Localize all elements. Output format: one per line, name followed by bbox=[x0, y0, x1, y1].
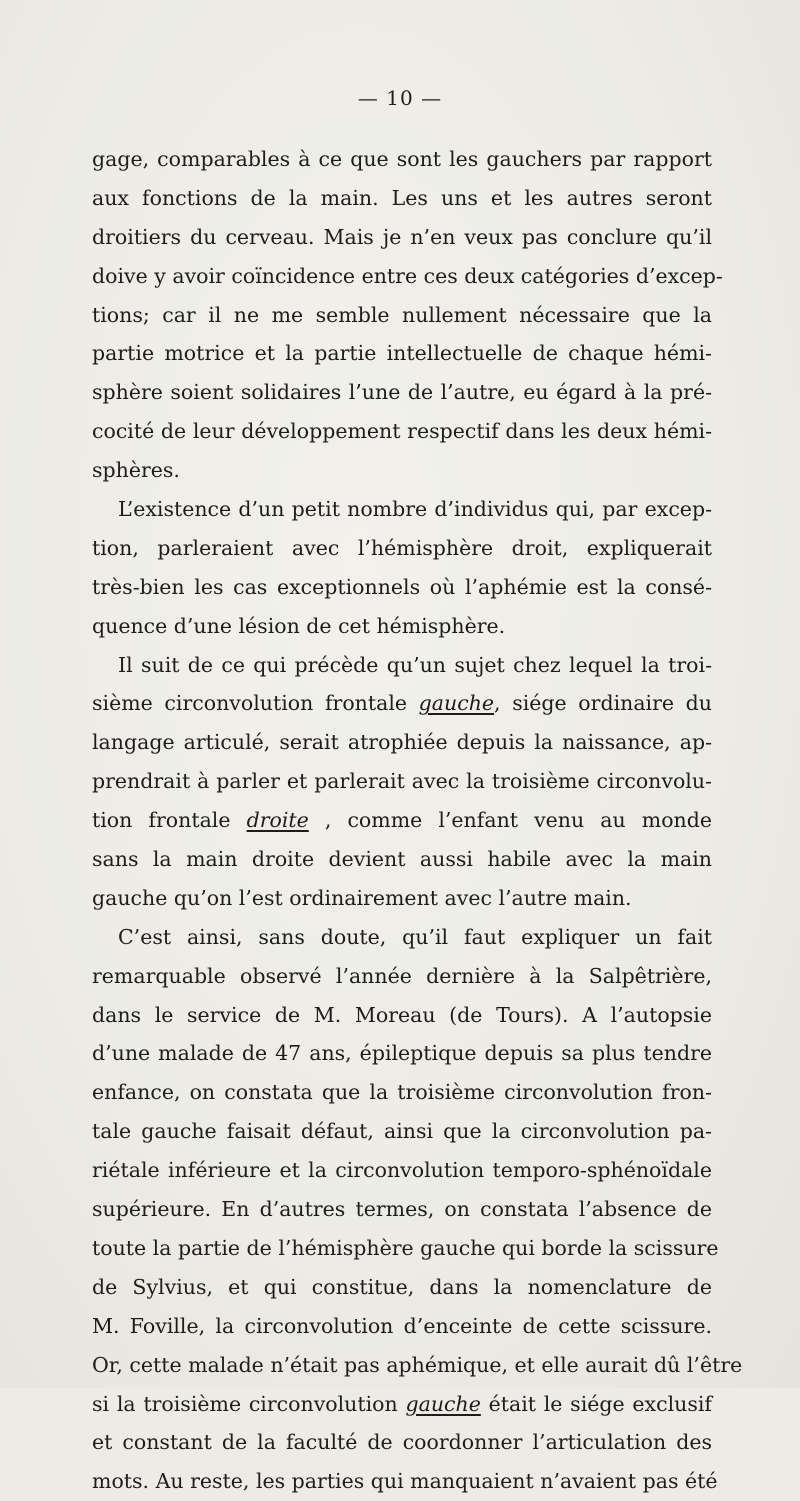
text-line bbox=[92, 684, 712, 723]
text-line: droitiers du cerveau. Mais je n’en veux pas conclure qu’il bbox=[92, 224, 712, 249]
italic-term: gauche bbox=[405, 1391, 481, 1416]
text-line: langage articulé, serait atrophiée depuis la naissance, ap- bbox=[92, 730, 712, 755]
text-line bbox=[92, 801, 712, 840]
text-line: tion, parleraient avec l’hémisphère droit, expliquerait bbox=[92, 535, 712, 560]
text-line: très-bien les cas exceptionnels où l’aphémie est la consé- bbox=[92, 574, 712, 599]
text-line: supérieure. En d’autres termes, on constata l’absence de bbox=[92, 1197, 712, 1222]
text-line: enfance, on constata que la troisième circonvolution fron- bbox=[92, 1080, 712, 1105]
text-line: mots. Au reste, les parties qui manquaient n’avaient pas été bbox=[92, 1469, 718, 1494]
text-line: d’une malade de 47 ans, épileptique depuis sa plus tendre bbox=[92, 1041, 712, 1066]
text-line: C’est ainsi, sans doute, qu’il faut expliquer un fait bbox=[118, 924, 712, 949]
text-line: partie motrice et la partie intellectuelle de chaque hémi- bbox=[92, 341, 712, 366]
text-line: et constant de la faculté de coordonner l’articulation des bbox=[92, 1430, 712, 1455]
text-line: gage, comparables à ce que sont les gauchers par rapport bbox=[92, 147, 712, 171]
text-line: aux fonctions de la main. Les uns et les autres seront bbox=[92, 185, 712, 210]
body-text bbox=[92, 140, 743, 1501]
italic-term: droite bbox=[246, 808, 309, 833]
text-line bbox=[92, 1385, 712, 1424]
page-number: — 10 — bbox=[357, 86, 443, 110]
text-segment: , siége ordinaire du bbox=[494, 691, 713, 716]
text-line: sphères. bbox=[92, 458, 180, 483]
text-line: quence d’une lésion de cet hémisphère. bbox=[92, 613, 506, 638]
text-line: doive y avoir coïncidence entre ces deux catégories d’excep- bbox=[92, 263, 723, 288]
text-line: cocité de leur développement respectif dans les deux hémi- bbox=[92, 419, 712, 444]
text-line: prendrait à parler et parlerait avec la troisième circonvolu- bbox=[92, 769, 712, 794]
text-line: toute la partie de l’hémisphère gauche qui borde la scissure bbox=[92, 1235, 719, 1260]
text-segment: tion frontale bbox=[92, 808, 247, 833]
text-segment: sième circonvolution frontale bbox=[92, 691, 419, 716]
text-line: L’existence d’un petit nombre d’individus qui, par excep- bbox=[118, 497, 712, 522]
italic-term: gauche bbox=[418, 691, 495, 716]
text-line: sans la main droite devient aussi habile avec la main bbox=[92, 847, 712, 872]
text-segment: si la troisième circonvolution bbox=[92, 1391, 406, 1416]
text-line: dans le service de M. Moreau (de Tours). A l’autopsie bbox=[92, 1002, 712, 1027]
text-line: sphère soient solidaires l’une de l’autre, eu égard à la pré- bbox=[92, 380, 712, 405]
text-line: gauche qu’on l’est ordinairement avec l’autre main. bbox=[92, 885, 632, 910]
text-line: remarquable observé l’année dernière à la Salpêtrière, bbox=[92, 963, 712, 988]
text-line: de Sylvius, et qui constitue, dans la nomenclature de bbox=[92, 1274, 712, 1299]
text-line: Il suit de ce qui précède qu’un sujet chez lequel la troi- bbox=[118, 652, 712, 677]
text-line: M. Foville, la circonvolution d’enceinte de cette scissure. bbox=[92, 1313, 712, 1338]
text-line: Or, cette malade n’était pas aphémique, et elle aurait dû l’être bbox=[92, 1352, 743, 1377]
text-segment: , comme l’enfant venu au monde bbox=[308, 808, 713, 833]
text-line: tale gauche faisait défaut, ainsi que la circonvolution pa- bbox=[92, 1119, 712, 1144]
text-line: tions; car il ne me semble nullement nécessaire que la bbox=[92, 302, 712, 327]
text-segment: était le siége exclusif bbox=[480, 1391, 712, 1416]
text-line: riétale inférieure et la circonvolution temporo-sphénoïdale bbox=[92, 1158, 712, 1183]
